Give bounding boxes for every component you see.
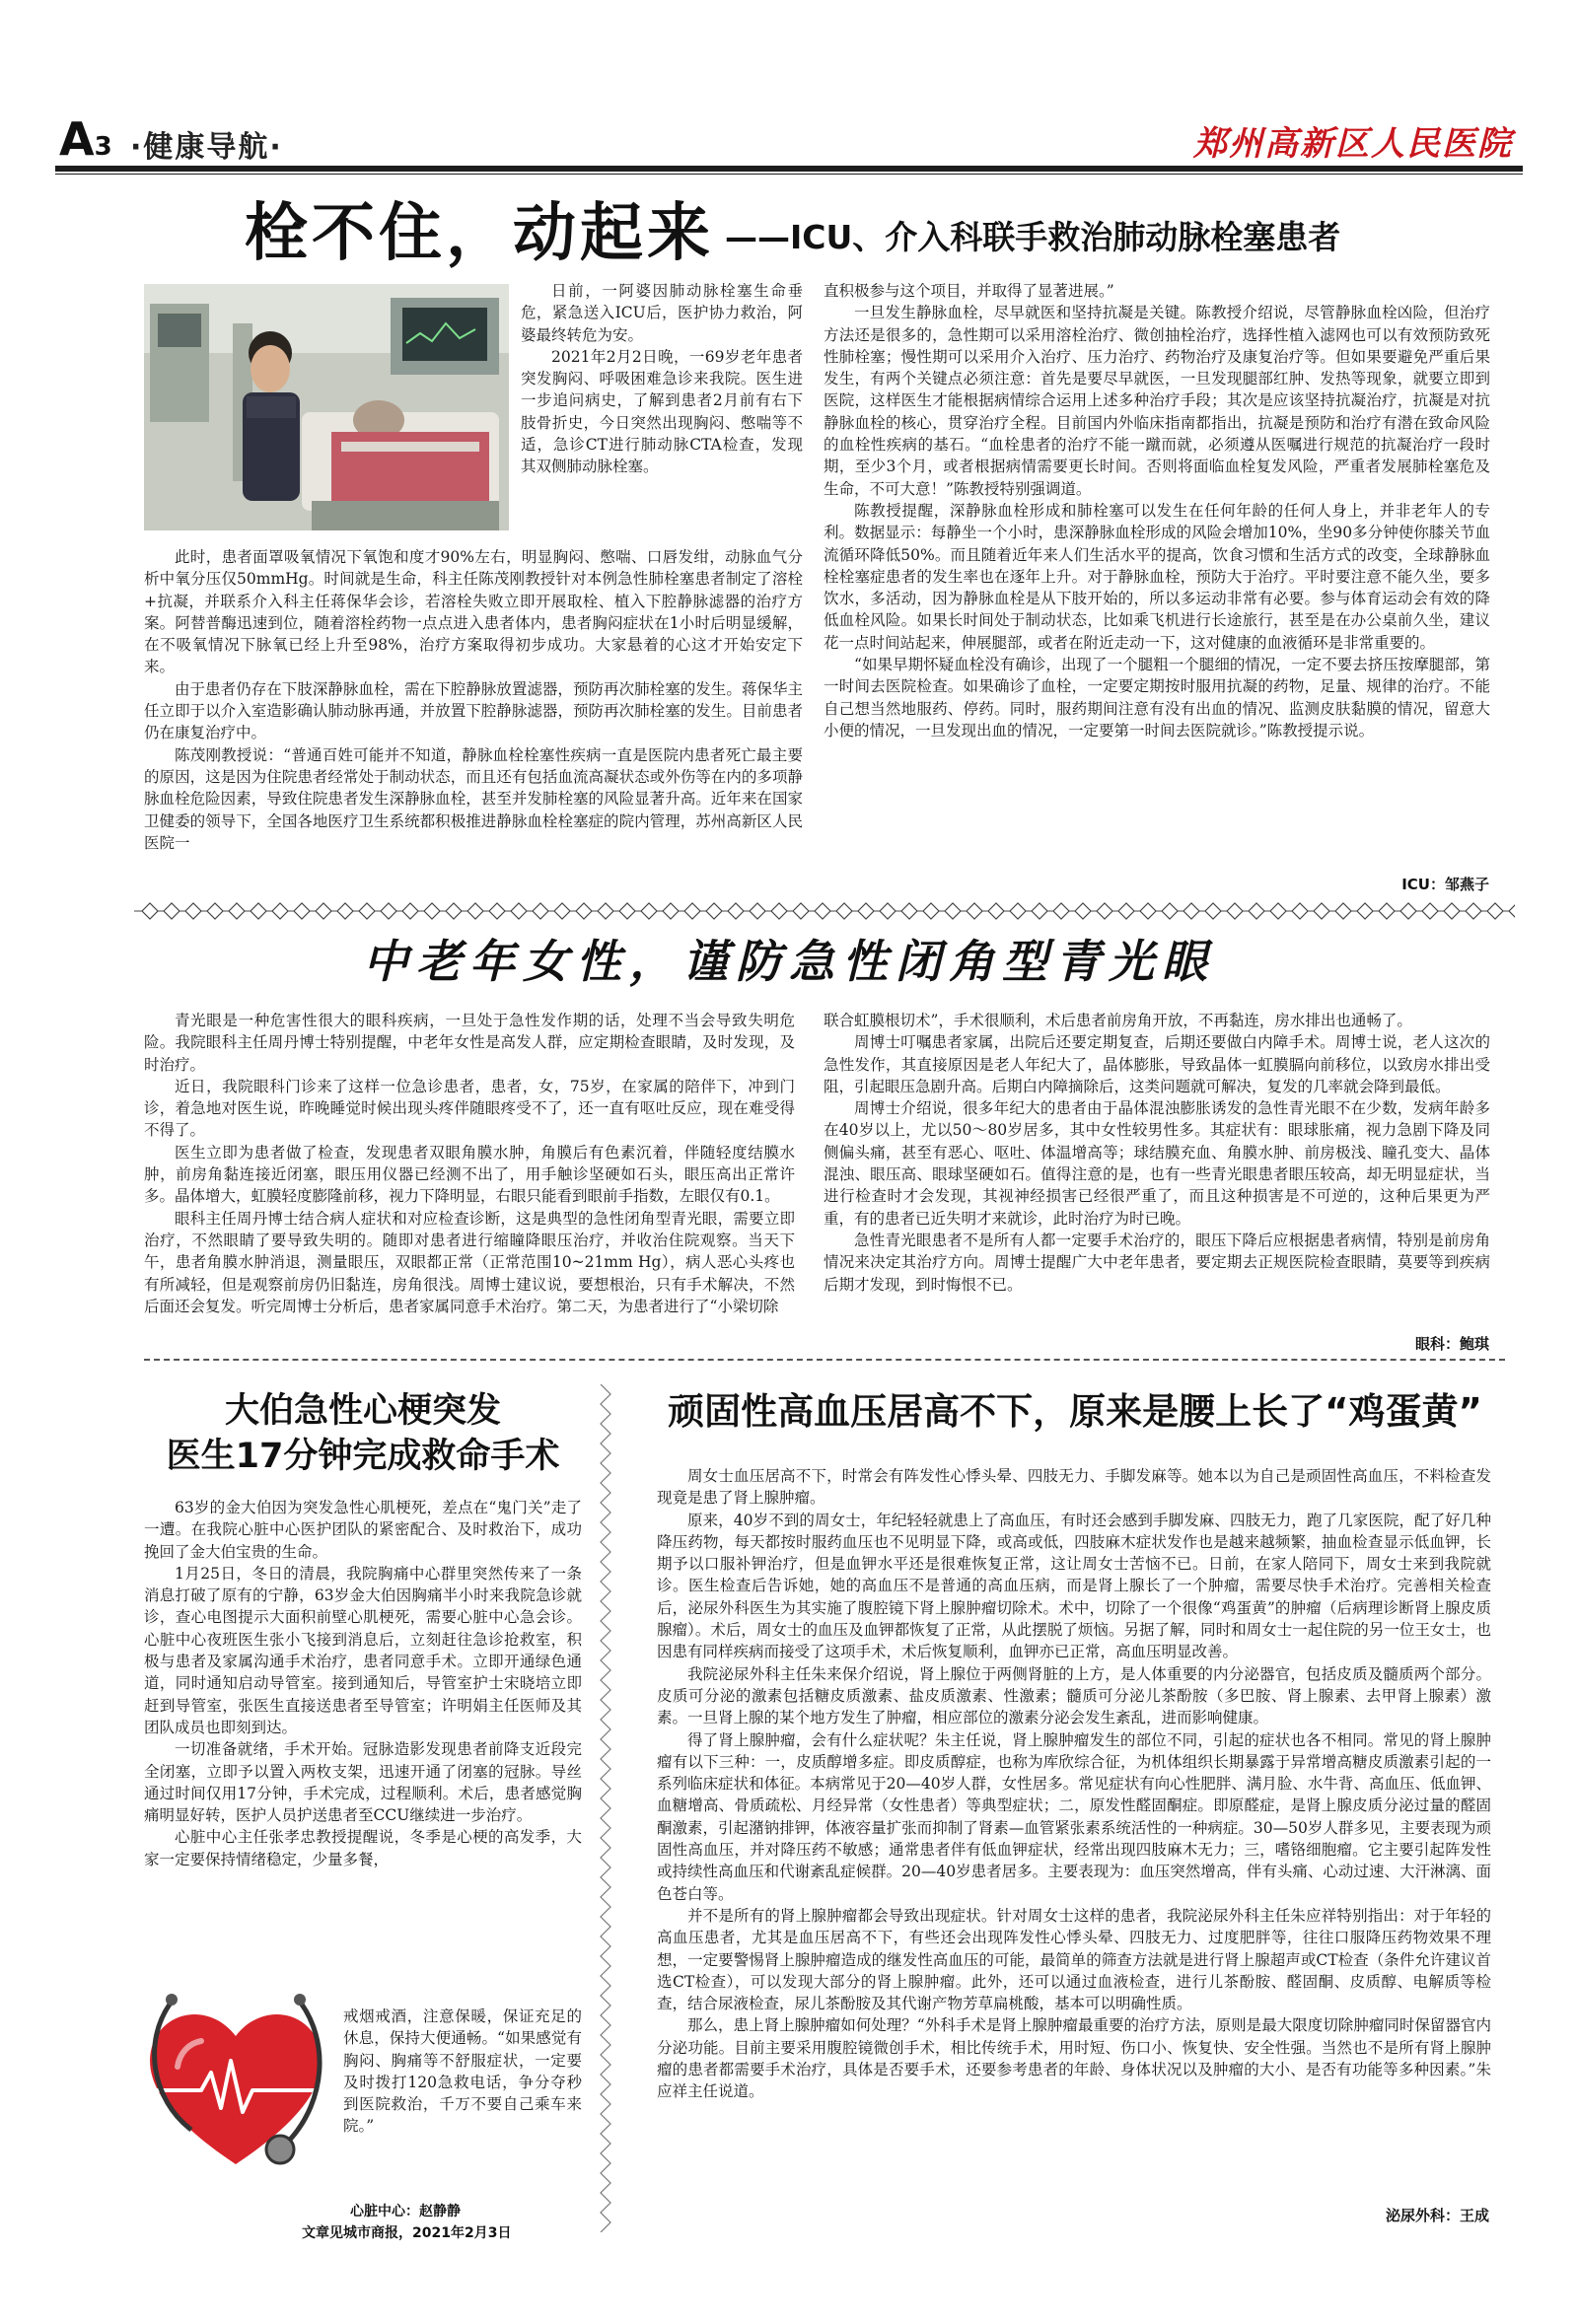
article1-byline: ICU：邹燕子: [1401, 876, 1489, 893]
paragraph: 周博士叮嘱患者家属，出院后还要定期复查，后期还要做白内障手术。周博士说，老人这次的急性发作，其直接原因是老人年纪大了，晶体膨胀，导致晶体一虹膜膈向前移位，以致房水排出受阻，引起眼压急剧升高。后期白内障摘除后，这类问题就可解决，复发的几率就会降到最低。: [824, 1033, 1490, 1095]
article1-body-left: [144, 546, 803, 854]
masthead-rule: [55, 166, 1523, 172]
paragraph: 63岁的金大伯因为突发急性心肌梗死，差点在“鬼门关”走了一遭。在我院心脏中心医护团队的紧密配合、及时救治下，成功挽回了金大伯宝贵的生命。: [144, 1499, 582, 1561]
paragraph: 并不是所有的肾上腺肿瘤都会导致出现症状。针对周女士这样的患者，我院泌尿外科主任朱应祥特别指出：对于年轻的高血压患者，尤其是血压居高不下，有些还会出现阵发性心悸头晕、四肢无力、过度肥胖等，往往口服降压药物效果不理想，一定要警惕肾上腺肿瘤造成的继发性高血压的可能，最简单的筛查方法就是进行肾上腺超声或CT检查（条件允许建议首选CT检查），可以发现大部分的肾上腺肿瘤。此外，还可以通过血液检查，进行儿茶酚胺、醛固酮、皮质醇、电解质等检查，结合尿液检查，尿儿茶酚胺及其代谢产物芳草扁桃酸，基本可以明确性质。: [657, 1906, 1491, 2013]
heart-stethoscope-icon: [132, 1982, 339, 2179]
article1-subtitle: ——ICU、介入科联手救治肺动脉栓塞患者: [725, 218, 1341, 256]
article2-body-left: [144, 1010, 795, 1317]
paragraph: 得了肾上腺肿瘤，会有什么症状呢？朱主任说，肾上腺肿瘤发生的部位不同，引起的症状也各不相同。常见的肾上腺肿瘤有以下三种：一，皮质醇增多症。即皮质醇症，也称为库欣综合征，为机体组织长期暴露于异常增高糖皮质激素引起的一系列临床症状和体征。本病常见于20—40岁人群，女性居多。常见症状有向心性肥胖、满月脸、水牛背、高血压、低血钾、血糖增高、骨质疏松、月经异常（女性患者）等典型症状；二，原发性醛固酮症。即原醛症，是肾上腺皮质分泌过量的醛固酮激素，引起潴钠排钾，体液容量扩张而抑制了肾素—血管紧张素系统活性的一种病症。30—50岁人群多见，主要表现为顽固性高血压，并对降压药不敏感；通常患者伴有低血钾症状，经常出现四肢麻木无力；三，嗜铬细胞瘤。它主要引起阵发性或持续性高血压和代谢紊乱症候群。20—40岁患者居多。主要表现为：血压突然增高，伴有头痛、心动过速、大汗淋漓、面色苍白等。: [657, 1730, 1491, 1903]
article1-title: 栓不住，动起来: [245, 197, 714, 270]
article2-title: 中老年女性，谨防急性闭角型青光眼: [363, 935, 1215, 988]
paragraph: 原来，40岁不到的周女士，年纪轻轻就患上了高血压，有时还会感到手脚发麻、四肢无力，跑了几家医院，配了好几种降压药物，每天都按时服药血压也不见明显下降，或高或低，四肢麻木症状发作也是越来越频繁，抽血检查显示低血钾，长期予以口服补钾治疗，但是血钾水平还是很难恢复正常，这让周女士苦恼不已。日前，在家人陪同下，周女士来到我院就诊。医生检查后告诉她，她的高血压不是普通的高血压病，而是肾上腺长了一个肿瘤，需要尽快手术治疗。完善相关检查后，泌尿外科医生为其实施了腹腔镜下肾上腺肿瘤切除术。术中，切除了一个很像“鸡蛋黄”的肿瘤（后病理诊断肾上腺皮质腺瘤）。术后，周女士的血压及血钾都恢复了正常，从此摆脱了烦恼。另据了解，同时和周女士一起住院的另一位王女士，也因患有同样疾病而接受了这项手术，术后恢复顺利，血钾亦已正常，高血压明显改善。: [657, 1511, 1491, 1661]
paragraph: 由于患者仍存在下肢深静脉血栓，需在下腔静脉放置滤器，预防再次肺栓塞的发生。蒋保华主任立即于以介入室造影确认肺动脉再通，并放置下腔静脉滤器，预防再次肺栓塞的发生。目前患者仍在康复治疗中。: [144, 679, 803, 742]
paragraph: “如果早期怀疑血栓没有确诊，出现了一个腿粗一个腿细的情况，一定不要去挤压按摩腿部，第一时间去医院检查。如果确诊了血栓，一定要定期按时服用抗凝的药物，足量、规律的治疗。不能自己想当然地服药、停药。同时，服药期间注意有没有出血的情况、监测皮肤黏膜的情况，留意大小便的情况，一旦发现出血的情况，一定要第一时间去医院就诊。”陈教授提示说。: [824, 656, 1490, 739]
paragraph: 1月25日，冬日的清晨，我院胸痛中心群里突然传来了一条消息打破了原有的宁静，63岁金大伯因胸痛半小时来我院急诊就诊，查心电图提示大面积前壁心肌梗死，需要心脏中心急会诊。心脏中心夜班医生张小飞接到消息后，立刻赶往急诊抢救室，积极与患者及家属沟通手术治疗，患者同意手术。立即开通绿色通道，同时通知启动导管室。接到通知后，导管室护士宋晓培立即赶到导管室，张医生直接送患者至导管室；许明娟主任医师及其团队成员也即刻到达。: [144, 1564, 582, 1736]
article3-title-line2: 医生17分钟完成救命手术: [166, 1437, 560, 1476]
paragraph: 此时，患者面罩吸氧情况下氧饱和度才90%左右，明显胸闷、憋喘、口唇发绀，动脉血气分析中氧分压仅50mmHg。时间就是生命，科主任陈茂刚教授针对本例急性肺栓塞患者制定了溶栓+抗凝，并联系介入科主任蒋保华会诊，若溶栓失败立即开展取栓、植入下腔静脉滤器的治疗方案。阿替普酶迅速到位，随着溶栓药物一点点进入患者体内，患者胸闷症状在1小时后明显缓解，在不吸氧情况下脉氧已经上升至98%，治疗方案取得初步成功。大家悬着的心这才开始安定下来。: [144, 548, 803, 676]
paragraph: 急性青光眼患者不是所有人都一定要手术治疗的，眼压下降后应根据患者病情，特别是前房角情况来决定其治疗方向。周博士提醒广大中老年患者，要定期去正规医院检查眼睛，莫要等到疾病后期才发现，到时悔恨不已。: [824, 1231, 1490, 1294]
paragraph: 陈茂刚教授说：“普通百姓可能并不知道，静脉血栓栓塞性疾病一直是医院内患者死亡最主要的原因，这是因为住院患者经常处于制动状态，而且还有包括血流高凝状态或外伤等在内的多项静脉血栓危险因素，导致住院患者发生深静脉血栓，甚至并发肺栓塞的风险显著升高。近年来在国家卫健委的领导下，全国各地医疗卫生系统都积极推进静脉血栓栓塞症的院内管理，苏州高新区人民医院一: [144, 745, 803, 852]
dashed-divider: [144, 1359, 1505, 1361]
paragraph: 青光眼是一种危害性很大的眼科疾病，一旦处于急性发作期的话，处理不当会导致失明危险。我院眼科主任周丹博士特别提醒，中老年女性是高发人群，应定期检查眼睛，及时发现，及时治疗。: [144, 1012, 795, 1074]
paragraph: 一切准备就绪，手术开始。冠脉造影发现患者前降支近段完全闭塞，立即予以置入两枚支架，迅速开通了闭塞的冠脉。导丝通过时间仅用17分钟，手术完成，过程顺利。术后，患者感觉胸痛明显好转，医护人员护送患者至CCU继续进一步治疗。: [144, 1740, 582, 1825]
article3-body: [144, 1497, 582, 1870]
section-title: ·健康导航·: [130, 130, 283, 165]
paragraph: 联合虹膜根切术”，手术很顺利，术后患者前房角开放，不再黏连，房水排出也通畅了。: [824, 1012, 1412, 1029]
paragraph: 医生立即为患者做了检查，发现患者双眼角膜水肿，角膜后有色素沉着，伴随轻度结膜水肿，前房角黏连接近闭塞，眼压用仪器已经测不出了，用手触诊坚硬如石头，眼压高出正常许多。晶体增大，虹膜轻度膨隆前移，视力下降明显，右眼只能看到眼前手指数，左眼仅有0.1。: [144, 1143, 795, 1206]
article4-byline: 泌尿外科：王成: [1385, 2207, 1489, 2224]
paragraph: 陈教授提醒，深静脉血栓形成和肺栓塞可以发生在任何年龄的任何人身上，并非老年人的专利。数据显示：每静坐一个小时，患深静脉血栓形成的风险会增加10%，坐90多分钟使你膝关节血流循环降低50%。而且随着近年来人们生活水平的提高，饮食习惯和生活方式的改变，全球静脉血栓栓塞症患者的发生率也在逐年上升。对于静脉血栓，预防大于治疗。平时要注意不能久坐，要多饮水，多活动，因为静脉血栓是从下肢开始的，所以多运动非常有必要。参与体育运动会有效的降低血栓风险。如果长时间处于制动状态，比如乘飞机进行长途旅行，甚至是在办公桌前久坐，建议花一点时间站起来，伸展腿部，或者在附近走动一下，这对健康的血液循环是非常重要的。: [824, 501, 1490, 652]
article1-body-right: [824, 280, 1490, 741]
article3-byline: 心脏中心：赵静静: [350, 2204, 461, 2219]
paragraph: 一旦发生静脉血栓，尽早就医和坚持抗凝是关键。陈教授介绍说，尽管静脉血栓凶险，但治疗方法还是很多的，急性期可以采用溶栓治疗、微创抽栓治疗，选择性植入滤网也可以有效预防致死性肺栓塞；慢性期可以采用介入治疗、压力治疗、药物治疗及康复治疗等。但如果要避免严重后果发生，有两个关键点必须注意：首先是要尽早就医，一旦发现腿部红肿、发热等现象，就要立即到医院，这样医生才能根据病情综合运用上述多种治疗手段；其次是应该坚持抗凝治疗，抗凝是对抗静脉血栓的核心，贯穿治疗全程。目前国内外临床指南都指出，抗凝是预防和治疗有潜在致命风险的血栓性疾病的基石。“血栓患者的治疗不能一蹴而就，必须遵从医嘱进行规范的抗凝治疗一段时期，至少3个月，或者根据病情需要更长时间。否则将面临血栓复发风险，严重者发展肺栓塞危及生命，不可大意！”陈教授特别强调道。: [824, 304, 1490, 498]
column-divider: [598, 1384, 613, 2232]
paragraph: 周博士介绍说，很多年纪大的患者由于晶体混浊膨胀诱发的急性青光眼不在少数，发病年龄多在40岁以上，尤以50～80岁居多，其中女性较男性多。其症状有：眼球胀痛，视力急剧下降及同侧偏头痛，甚至有恶心、呕吐、体温增高等；球结膜充血、角膜水肿、前房极浅、瞳孔变大、晶体混浊、眼压高、眼球坚硬如石。值得注意的是，也有一些青光眼患者眼压较高，却无明显症状，当进行检查时才会发现，其视神经损害已经很严重了，而且这种损害是不可逆的，这种后果更为严重，有的患者已近失明才来就诊，此时治疗为时已晚。: [824, 1099, 1490, 1228]
article3-body-continued: [343, 2006, 582, 2138]
paragraph: 我院泌尿外科主任朱来保介绍说，肾上腺位于两侧肾脏的上方，是人体重要的内分泌器官，包括皮质及髓质两个部分。皮质可分泌的激素包括糖皮质激素、盐皮质激素、性激素；髓质可分泌儿茶酚胺（多巴胺、肾上腺素、去甲肾上腺素）激素。一旦肾上腺的某个地方发生了肿瘤，相应部位的激素分泌会发生紊乱，进而影响健康。: [657, 1664, 1491, 1727]
diamond-divider: [134, 899, 1515, 923]
paragraph: 周女士血压居高不下，时常会有阵发性心悸头晕、四肢无力、手脚发麻等。她本以为自己是顽固性高血压，不料检查发现竟是患了肾上腺肿瘤。: [657, 1467, 1491, 1508]
article3-source: 文章见城市商报，2021年2月3日: [302, 2225, 512, 2241]
paragraph: 心脏中心主任张孝忠教授提醒说，冬季是心梗的高发季，大家一定要保持情绪稳定，少量多餐，: [144, 1828, 582, 1868]
hospital-name: 郑州高新区人民医院: [1193, 124, 1513, 164]
paragraph: 那么，患上肾上腺肿瘤如何处理？“外科手术是肾上腺肿瘤最重要的治疗方法，原则是最大限度切除肿瘤同时保留器官内分泌功能。目前主要采用腹腔镜微创手术，相比传统手术，用时短、伤口小、恢复快、安全性强。当然也不是所有肾上腺肿瘤的患者都需要手术治疗，具体是否要手术，还要参考患者的年龄、身体状况以及肿瘤的大小、是否有功能等多种因素。”朱应祥主任说道。: [657, 2016, 1491, 2101]
article1-side-text: [521, 280, 803, 478]
paragraph: 近日，我院眼科门诊来了这样一位急诊患者，患者，女，75岁，在家属的陪伴下，冲到门诊，着急地对医生说，昨晚睡觉时候出现头疼伴随眼疼受不了，还一直有呕吐反应，现在难受得不得了。: [144, 1077, 795, 1140]
icu-photo: [144, 284, 509, 530]
paragraph: 直积极参与这个项目，并取得了显著进展。”: [824, 282, 1114, 300]
article3-title-line1: 大伯急性心梗突发: [224, 1391, 501, 1431]
paragraph: 戒烟戒酒，注意保暖，保证充足的休息，保持大便通畅。“如果感觉有胸闷、胸痛等不舒服症状，一定要及时拨打120急救电话，争分夺秒到医院救治，千万不要自己乘车来院。”: [343, 2007, 582, 2136]
article2-byline: 眼科：鲍琪: [1414, 1335, 1489, 1353]
page-number: A3: [59, 112, 112, 166]
article4-body: [657, 1465, 1491, 2103]
masthead-rule-thin: [55, 174, 1523, 175]
paragraph: 2021年2月2日晚，一69岁老年患者突发胸闷、呼吸困难急诊来我院。医生进一步追问病史，了解到患者2月前有右下肢骨折史，今日突然出现胸闷、憋喘等不适，急诊CT进行肺动脉CTA检查，发现其双侧肺动脉栓塞。: [521, 347, 803, 476]
paragraph: 眼科主任周丹博士结合病人症状和对应检查诊断，这是典型的急性闭角型青光眼，需要立即治疗，不然眼睛了要导致失明的。随即对患者进行缩瞳降眼压治疗，并收治住院观察。当天下午，患者角膜水肿消退，测量眼压，双眼都正常（正常范围10~21mm Hg），病人恶心头疼也有所减轻，但是观察前房仍旧黏连，房角很浅。周博士建议说，要想根治，只有手术解决，不然后面还会复发。听完周博士分析后，患者家属同意手术治疗。第二天，为患者进行了“小梁切除: [144, 1209, 795, 1315]
article2-body-right: [824, 1010, 1490, 1296]
paragraph: 日前，一阿婆因肺动脉栓塞生命垂危，紧急送入ICU后，医护协力救治，阿婆最终转危为安。: [521, 282, 803, 344]
article3-title: [144, 1388, 582, 1479]
article4-title: 顽固性高血压居高不下，原来是腰上长了“鸡蛋黄”: [668, 1390, 1482, 1433]
